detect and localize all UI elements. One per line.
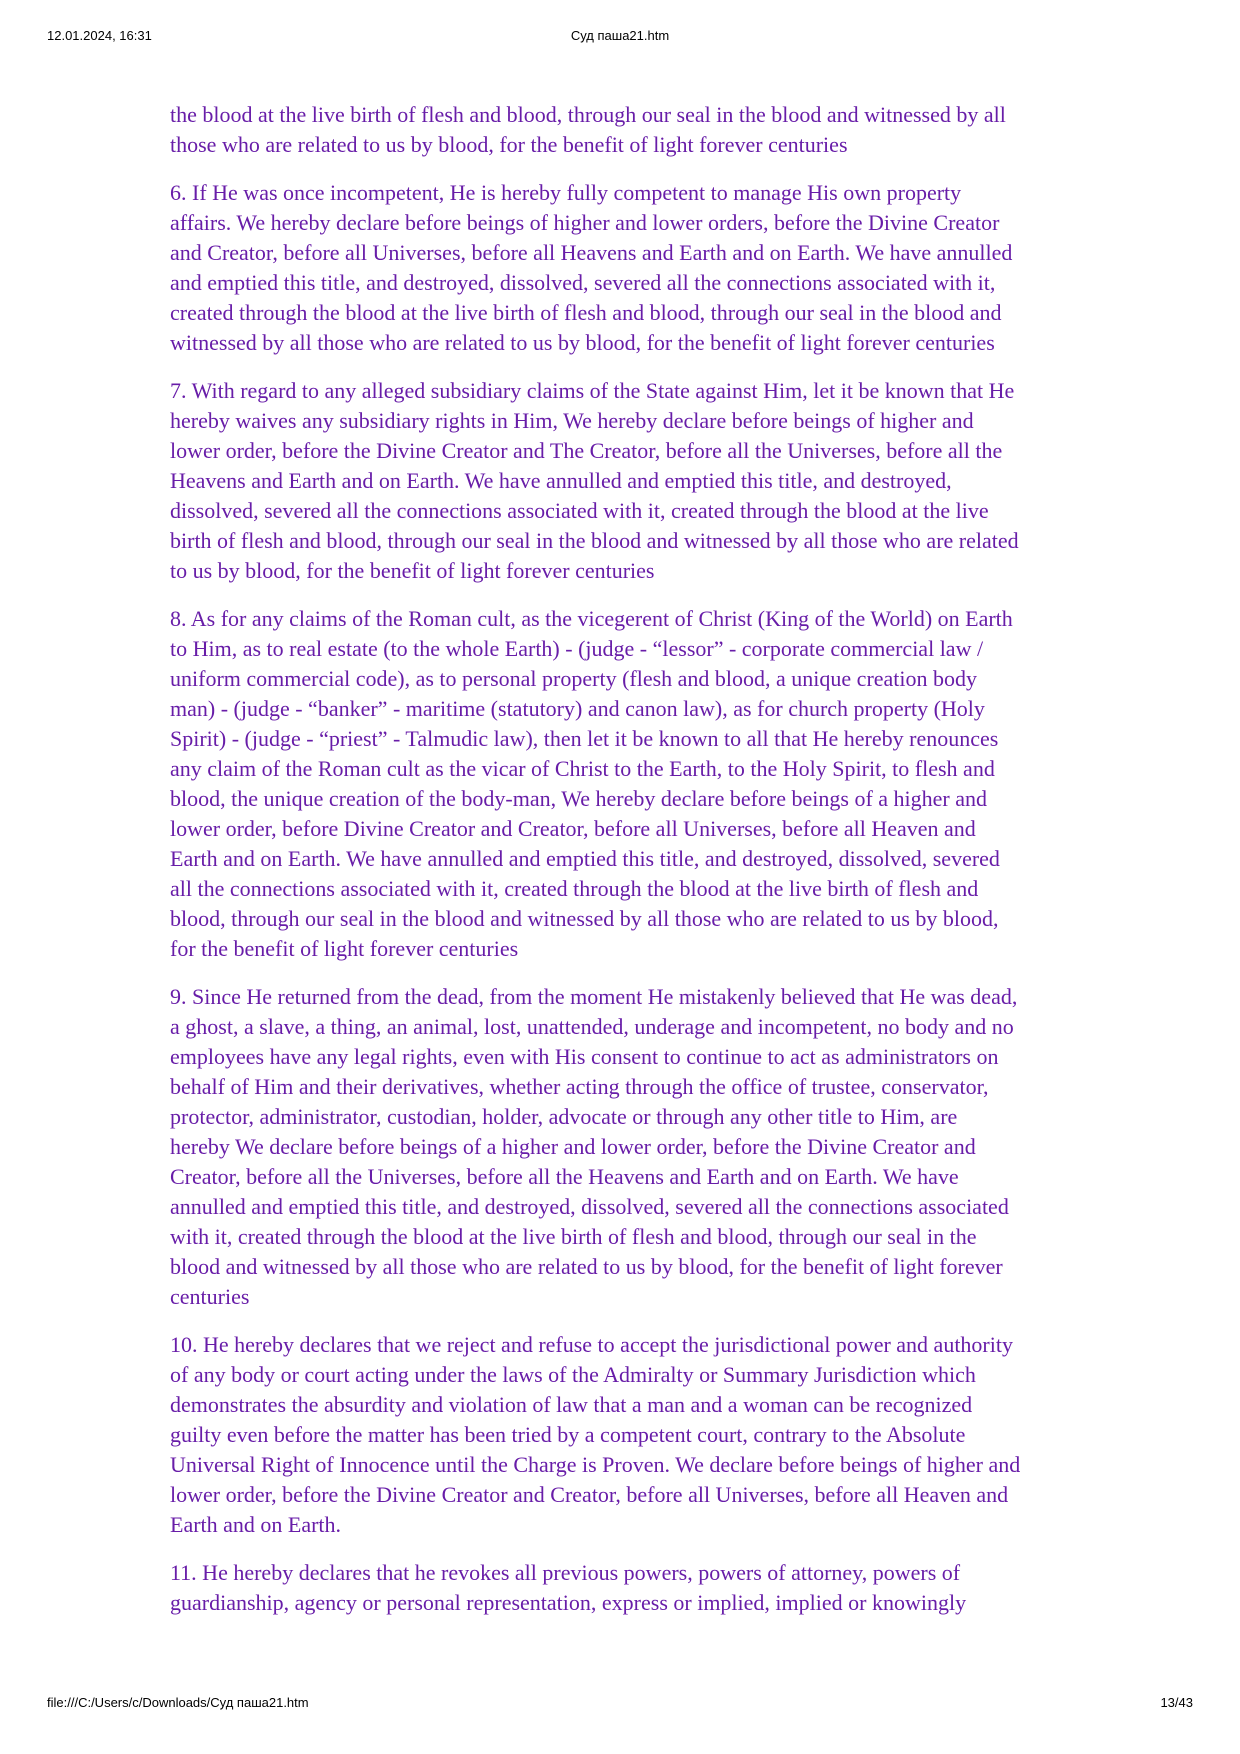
document-body bbox=[170, 100, 1022, 1618]
header-document-title: Суд паша21.htm bbox=[570, 28, 670, 43]
paragraph-7: 7. With regard to any alleged subsidiary claims of the State against Him, let it be known that He hereby waives any subsidiary rights in Him, We hereby declare before beings of higher and lower order, before the Divine Creator and The Creator, before all the Universes, before all the Heavens and Earth and on Earth. We have annulled and emptied this title, and destroyed, dissolved, severed all the connections associated with it, created through the blood at the live birth of flesh and blood, through our seal in the blood and witnessed by all those who are related to us by blood, for the benefit of light forever centuries bbox=[170, 378, 1019, 583]
paragraph-11: 11. He hereby declares that he revokes all previous powers, powers of attorney, powers of guardianship, agency or personal representation, express or implied, implied or knowingly bbox=[170, 1560, 967, 1615]
print-footer bbox=[47, 1695, 1193, 1713]
paragraph-continuation: the blood at the live birth of flesh and blood, through our seal in the blood and witnessed by all those who are related to us by blood, for the benefit of light forever centuries bbox=[170, 102, 1006, 157]
paragraph-9: 9. Since He returned from the dead, from the moment He mistakenly believed that He was dead, a ghost, a slave, a thing, an animal, lost, unattended, underage and incompetent, no body and no employees have any legal rights, even with His consent to continue to act as administrators on behalf of Him and their derivatives, whether acting through the office of trustee, conservator, protector, administrator, custodian, holder, advocate or through any other title to Him, are hereby We declare before beings of a higher and lower order, before the Divine Creator and Creator, before all the Universes, before all the Heavens and Earth and on Earth. We have annulled and emptied this title, and destroyed, dissolved, severed all the connections associated with it, created through the blood at the live birth of flesh and blood, through our seal in the blood and witnessed by all those who are related to us by blood, for the benefit of light forever centuries bbox=[170, 984, 1018, 1309]
print-header bbox=[47, 28, 1193, 46]
paragraph-8: 8. As for any claims of the Roman cult, as the vicegerent of Christ (King of the World) on Earth to Him, as to real estate (to the whole Earth) - (judge - “lessor” - corporate commercial law / uniform commercial code), as to personal property (flesh and blood, a unique creation body man) - (judge - “banker” - maritime (statutory) and canon law), as for church property (Holy Spirit) - (judge - “priest” - Talmudic law), then let it be known to all that He hereby renounces any claim of the Roman cult as the vicar of Christ to the Earth, to the Holy Spirit, to flesh and blood, the unique creation of the body-man, We hereby declare before beings of a higher and lower order, before Divine Creator and Creator, before all Universes, before all Heaven and Earth and on Earth. We have annulled and emptied this title, and destroyed, dissolved, severed all the connections associated with it, created through the blood at the live birth of flesh and blood, through our seal in the blood and witnessed by all those who are related to us by blood, for the benefit of light forever centuries bbox=[170, 606, 1013, 961]
header-datetime: 12.01.2024, 16:31 bbox=[47, 28, 152, 43]
paragraph-10: 10. He hereby declares that we reject and refuse to accept the jurisdictional power and authority of any body or court acting under the laws of the Admiralty or Summary Jurisdiction which demonstrates the absurdity and violation of law that a man and a woman can be recognized guilty even before the matter has been tried by a competent court, contrary to the Absolute Universal Right of Innocence until the Charge is Proven. We declare before beings of higher and lower order, before the Divine Creator and Creator, before all Universes, before all Heaven and Earth and on Earth. bbox=[170, 1332, 1021, 1537]
paragraph-6: 6. If He was once incompetent, He is hereby fully competent to manage His own property affairs. We hereby declare before beings of higher and lower orders, before the Divine Creator and Creator, before all Universes, before all Heavens and Earth and on Earth. We have annulled and emptied this title, and destroyed, dissolved, severed all the connections associated with it, created through the blood at the live birth of flesh and blood, through our seal in the blood and witnessed by all those who are related to us by blood, for the benefit of light forever centuries bbox=[170, 180, 1013, 355]
footer-page-number: 13/43 bbox=[1160, 1695, 1193, 1710]
footer-file-url: file:///C:/Users/c/Downloads/Суд паша21.htm bbox=[47, 1695, 309, 1710]
